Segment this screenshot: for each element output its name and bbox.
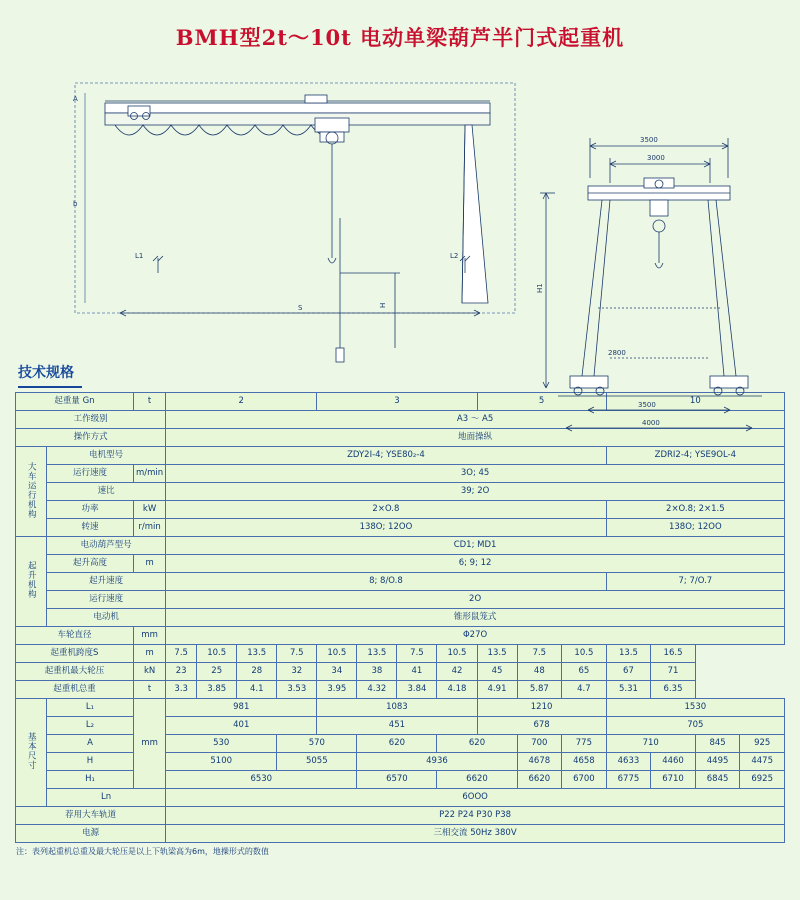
- H-cell: 4475: [740, 753, 785, 771]
- crane-weight-cell: 4.18: [437, 681, 477, 699]
- trolley-group-label: 大车运行机构: [16, 447, 47, 537]
- hoist-model-label: 电动葫芦型号: [47, 537, 166, 555]
- dims-unit: mm: [133, 699, 165, 789]
- span-cell: 13.5: [357, 645, 397, 663]
- label-A: A: [73, 95, 78, 103]
- label-3000: 3000: [647, 154, 665, 162]
- spec-heading: 技术规格: [18, 365, 74, 381]
- L1-cell: 1210: [477, 699, 606, 717]
- span-cell: 13.5: [606, 645, 651, 663]
- H1-cell: 6925: [740, 771, 785, 789]
- table-row: [16, 519, 785, 537]
- speed-label: 运行速度: [47, 465, 134, 483]
- spec-heading-underline: [18, 386, 82, 388]
- table-row: [16, 807, 785, 825]
- A-cell: 570: [277, 735, 357, 753]
- crane-weight-cell: 3.53: [277, 681, 317, 699]
- capacity-unit: t: [133, 393, 165, 411]
- table-row: [16, 753, 785, 771]
- H-cell: 4460: [651, 753, 696, 771]
- table-row: [16, 627, 785, 645]
- table-row: [16, 429, 785, 447]
- H1-label: H₁: [47, 771, 134, 789]
- H-cell: 5055: [277, 753, 357, 771]
- table-row: [16, 393, 785, 411]
- A-cell: 700: [517, 735, 562, 753]
- A-cell: 620: [437, 735, 517, 753]
- capacity-10: 10: [606, 393, 784, 411]
- label-2800: 2800: [608, 349, 626, 357]
- A-label: A: [47, 735, 134, 753]
- table-row: [16, 735, 785, 753]
- label-b: b: [73, 200, 78, 208]
- motor-model-right: ZDRI2-4; YSE9OL-4: [606, 447, 784, 465]
- work-class-label: 工作级别: [16, 411, 166, 429]
- span-label: 起重机跨度S: [16, 645, 134, 663]
- label-L1: L1: [135, 252, 144, 260]
- lift-height-unit: m: [133, 555, 165, 573]
- H1-cell: 6775: [606, 771, 651, 789]
- table-row: [16, 573, 785, 591]
- H1-cell: 6570: [357, 771, 437, 789]
- crane-weight-cell: 5.87: [517, 681, 562, 699]
- rpm-unit: r/min: [133, 519, 165, 537]
- A-cell: 845: [695, 735, 740, 753]
- L2-label: L₂: [47, 717, 134, 735]
- crane-weight-unit: t: [133, 681, 165, 699]
- power-left: 2×O.8: [166, 501, 607, 519]
- H-cell: 4633: [606, 753, 651, 771]
- H-label: H: [47, 753, 134, 771]
- power-unit: kW: [133, 501, 165, 519]
- H-cell: 4936: [357, 753, 517, 771]
- table-row: [16, 717, 785, 735]
- crane-weight-cell: 3.95: [317, 681, 357, 699]
- wheel-load-label: 起重机最大轮压: [16, 663, 134, 681]
- specifications-table: [15, 392, 785, 843]
- Ln-value: 6OOO: [166, 789, 785, 807]
- power-right: 2×O.8; 2×1.5: [606, 501, 784, 519]
- crane-weight-cell: 3.84: [397, 681, 437, 699]
- wheel-load-cell: 65: [562, 663, 607, 681]
- table-row: [16, 771, 785, 789]
- crane-weight-cell: 3.85: [197, 681, 237, 699]
- motor-model-label: 电机型号: [47, 447, 166, 465]
- wheel-dia-label: 车轮直径: [16, 627, 134, 645]
- H-cell: 4495: [695, 753, 740, 771]
- A-cell: 710: [606, 735, 695, 753]
- capacity-2: 2: [166, 393, 317, 411]
- span-cell: 13.5: [237, 645, 277, 663]
- label-4000: 4000: [642, 419, 660, 427]
- table-row: [16, 411, 785, 429]
- L1-cell: 1530: [606, 699, 784, 717]
- crane-weight-cell: 4.1: [237, 681, 277, 699]
- wheel-dia-unit: mm: [133, 627, 165, 645]
- table-note: 注：表列起重机总重及最大轮压是以上下轨梁高为6m，地操形式的数值: [16, 847, 269, 856]
- label-3500-bottom: 3500: [638, 401, 656, 409]
- A-cell: 620: [357, 735, 437, 753]
- span-cell: 10.5: [197, 645, 237, 663]
- span-cell: 7.5: [517, 645, 562, 663]
- table-row: [16, 483, 785, 501]
- rail-value: P22 P24 P30 P38: [166, 807, 785, 825]
- table-row: [16, 609, 785, 627]
- wheel-load-cell: 23: [166, 663, 197, 681]
- span-cell: 10.5: [562, 645, 607, 663]
- operation-label: 操作方式: [16, 429, 166, 447]
- table-row: [16, 555, 785, 573]
- label-S: S: [298, 304, 303, 312]
- ratio-value: 39; 2O: [166, 483, 785, 501]
- motor-model-left: ZDY2I-4; YSE80₂-4: [166, 447, 607, 465]
- run-speed-label: 运行速度: [47, 591, 166, 609]
- speed-value: 3O; 45: [166, 465, 785, 483]
- A-cell: 530: [166, 735, 277, 753]
- H-cell: 4658: [562, 753, 607, 771]
- crane-weight-cell: 4.91: [477, 681, 517, 699]
- hoist-model-value: CD1; MD1: [166, 537, 785, 555]
- wheel-load-cell: 34: [317, 663, 357, 681]
- label-H: H: [379, 302, 387, 308]
- table-row: [16, 465, 785, 483]
- span-cell: 7.5: [277, 645, 317, 663]
- lift-speed-left: 8; 8/O.8: [166, 573, 607, 591]
- hoist-group-label: 起升机构: [16, 537, 47, 627]
- table-row: [16, 681, 785, 699]
- table-row: [16, 789, 785, 807]
- L1-cell: 1083: [317, 699, 477, 717]
- table-row: [16, 537, 785, 555]
- power-supply-value: 三相交流 50Hz 380V: [166, 825, 785, 843]
- table-row: [16, 591, 785, 609]
- table-row: [16, 663, 785, 681]
- H-cell: 5100: [166, 753, 277, 771]
- wheel-load-cell: 25: [197, 663, 237, 681]
- motor-value: 锥形鼠笼式: [166, 609, 785, 627]
- wheel-load-cell: 48: [517, 663, 562, 681]
- table-row: [16, 699, 785, 717]
- capacity-3: 3: [317, 393, 477, 411]
- page-title: BMH型2t～10t 电动单梁葫芦半门式起重机: [175, 25, 625, 50]
- wheel-load-cell: 42: [437, 663, 477, 681]
- table-row: [16, 645, 785, 663]
- capacity-label: 起重量 Gn: [16, 393, 134, 411]
- span-cell: 10.5: [317, 645, 357, 663]
- L1-label: L₁: [47, 699, 134, 717]
- span-unit: m: [133, 645, 165, 663]
- span-cell: 10.5: [437, 645, 477, 663]
- H1-cell: 6845: [695, 771, 740, 789]
- span-cell: 7.5: [397, 645, 437, 663]
- crane-weight-label: 起重机总重: [16, 681, 134, 699]
- label-H1: H1: [536, 283, 544, 293]
- power-supply-label: 电源: [16, 825, 166, 843]
- H1-cell: 6620: [437, 771, 517, 789]
- crane-weight-cell: 4.32: [357, 681, 397, 699]
- label-L2: L2: [450, 252, 459, 260]
- capacity-5: 5: [477, 393, 606, 411]
- lift-speed-label: 起升速度: [47, 573, 166, 591]
- H1-cell: 6700: [562, 771, 607, 789]
- crane-weight-cell: 4.7: [562, 681, 607, 699]
- wheel-load-cell: 67: [606, 663, 651, 681]
- wheel-load-cell: 41: [397, 663, 437, 681]
- span-cell: 7.5: [166, 645, 197, 663]
- L2-cell: 678: [477, 717, 606, 735]
- wheel-load-cell: 32: [277, 663, 317, 681]
- label-3500-top: 3500: [640, 136, 658, 144]
- L2-cell: 451: [317, 717, 477, 735]
- table-row: [16, 825, 785, 843]
- motor-label: 电动机: [47, 609, 166, 627]
- table-row: [16, 501, 785, 519]
- span-cell: 13.5: [477, 645, 517, 663]
- rpm-left: 138O; 12OO: [166, 519, 607, 537]
- wheel-load-cell: 38: [357, 663, 397, 681]
- wheel-load-cell: 28: [237, 663, 277, 681]
- speed-unit: m/min: [133, 465, 165, 483]
- run-speed-value: 2O: [166, 591, 785, 609]
- crane-weight-cell: 3.3: [166, 681, 197, 699]
- lift-height-label: 起升高度: [47, 555, 134, 573]
- L2-cell: 705: [606, 717, 784, 735]
- H-cell: 4678: [517, 753, 562, 771]
- A-cell: 775: [562, 735, 607, 753]
- H1-cell: 6530: [166, 771, 357, 789]
- H1-cell: 6620: [517, 771, 562, 789]
- operation-value: 地面操纵: [166, 429, 785, 447]
- table-row: [16, 447, 785, 465]
- work-class-value: A3 ～ A5: [166, 411, 785, 429]
- rpm-right: 138O; 12OO: [606, 519, 784, 537]
- rpm-label: 转速: [47, 519, 134, 537]
- wheel-dia-value: Φ27O: [166, 627, 785, 645]
- L2-cell: 401: [166, 717, 317, 735]
- span-cell: 16.5: [651, 645, 696, 663]
- crane-weight-cell: 5.31: [606, 681, 651, 699]
- wheel-load-cell: 71: [651, 663, 696, 681]
- Ln-label: Ln: [47, 789, 166, 807]
- L1-cell: 981: [166, 699, 317, 717]
- lift-height-value: 6; 9; 12: [166, 555, 785, 573]
- ratio-label: 速比: [47, 483, 166, 501]
- crane-weight-cell: 6.35: [651, 681, 696, 699]
- lift-speed-right: 7; 7/O.7: [606, 573, 784, 591]
- wheel-load-unit: kN: [133, 663, 165, 681]
- dims-group-label: 基本尺寸: [16, 699, 47, 807]
- power-label: 功率: [47, 501, 134, 519]
- A-cell: 925: [740, 735, 785, 753]
- wheel-load-cell: 45: [477, 663, 517, 681]
- H1-cell: 6710: [651, 771, 696, 789]
- rail-label: 荐用大车轨道: [16, 807, 166, 825]
